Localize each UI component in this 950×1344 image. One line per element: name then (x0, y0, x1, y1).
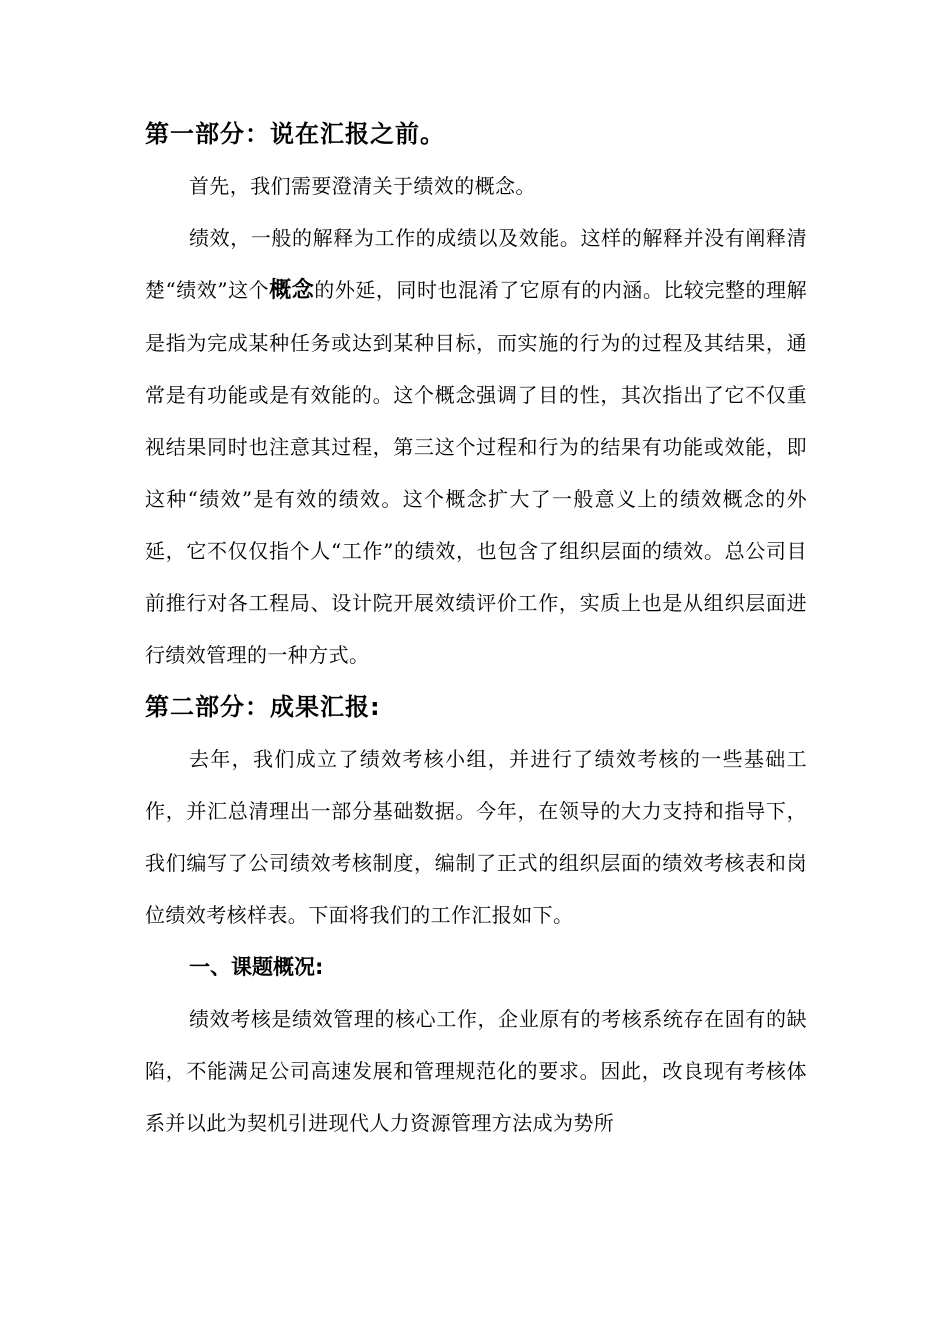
keyword-concept: 概念 (269, 278, 315, 303)
subsection-1-heading: 一、课题概况: (189, 955, 324, 979)
section-2-paragraph-1: 去年，我们成立了绩效考核小组，并进行了绩效考核的一些基础工作，并汇总清理出一部分基础数据。今年，在领导的大力支持和指导下，我们编写了公司绩效考核制度，编制了正式的组织层面的绩效考核表和岗位绩效考核样表。下面将我们的工作汇报如下。 (145, 747, 807, 927)
section-1-paragraph-1: 首先，我们需要澄清关于绩效的概念。 (189, 174, 536, 198)
section-2-paragraph-2: 绩效考核是绩效管理的核心工作，企业原有的考核系统存在固有的缺陷，不能满足公司高速发展和管理规范化的要求。因此，改良现有考核体系并以此为契机引进现代人力资源管理方法成为势所 (145, 1007, 807, 1135)
paragraph-text: 绩效，一般的解释为工作的成绩以及效能。这样的解释并没有阐释清楚“绩效”这个 (145, 226, 807, 302)
section-1-heading: 第一部分：说在汇报之前。 (145, 120, 445, 148)
paragraph-text: 的外延，同时也混淆了它原有的内涵。比较完整的理解是指为完成某种任务或达到某种目标，而实施的行为的过程及其结果，通常是有功能或是有效能的。这个概念强调了目的性，其次指出了它不仅重视结果同时也注意其过程，第三这个过程和行为的结果有功能或效能，即这种“绩效”是有效的绩效。这个概念扩大了一般意义上的绩效概念的外延，它不仅仅指个人“工作”的绩效，也包含了组织层面的绩效。总公司目前推行对各工程局、设计院开展效绩评价工作，实质上也是从组织层面进行绩效管理的一种方式。 (145, 278, 807, 667)
document-body (145, 108, 807, 1149)
section-1-paragraph-2 (145, 212, 807, 681)
section-2-heading: 第二部分：成果汇报: (145, 693, 381, 721)
